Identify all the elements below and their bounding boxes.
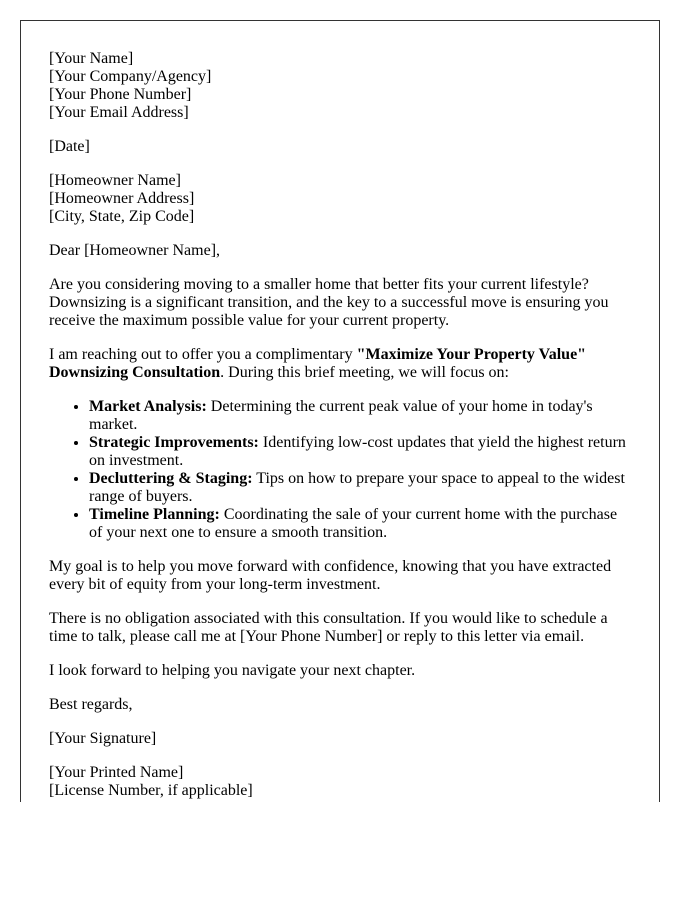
- signoff: Best regards,: [49, 696, 133, 713]
- sender-email: [Your Email Address]: [49, 104, 189, 121]
- salutation: Dear [Homeowner Name],: [49, 242, 221, 259]
- offer-paragraph: [49, 346, 631, 382]
- list-item: [89, 434, 631, 470]
- item-title: Strategic Improvements:: [89, 434, 259, 451]
- sender-phone: [Your Phone Number]: [49, 86, 192, 103]
- offer-text: I am reaching out to offer you a complimentary: [49, 346, 357, 363]
- closing-line: I look forward to helping you navigate your next chapter.: [49, 662, 416, 679]
- recipient-address: [Homeowner Address]: [49, 190, 195, 207]
- sender-block: [49, 50, 631, 122]
- item-title: Market Analysis:: [89, 398, 207, 415]
- letter-page: [20, 20, 660, 802]
- intro-paragraph: Are you considering moving to a smaller home that better fits your current lifestyle? Downsizing is a significant transition, and the key to a successful move is ensuring you receive the maximum possible value for your current property.: [49, 276, 609, 329]
- footer-block: [49, 764, 631, 800]
- offer-text-end: . During this brief meeting, we will focus on:: [220, 364, 509, 381]
- list-item: [89, 398, 631, 434]
- signature: [Your Signature]: [49, 730, 157, 747]
- obligation-paragraph: There is no obligation associated with this consultation. If you would like to schedule a time to talk, please call me at [Your Phone Number] or reply to this letter via email.: [49, 610, 608, 645]
- list-item: [89, 506, 631, 542]
- item-title: Timeline Planning:: [89, 506, 220, 523]
- recipient-city: [City, State, Zip Code]: [49, 208, 195, 225]
- sender-company: [Your Company/Agency]: [49, 68, 212, 85]
- item-text: Tips on how to prepare your space to appeal to the widest range of buyers.: [89, 470, 625, 505]
- printed-name: [Your Printed Name]: [49, 764, 184, 781]
- date: [Date]: [49, 138, 90, 155]
- offer-title: "Maximize Your Property Value" Downsizing Consultation: [49, 346, 587, 381]
- goal-paragraph: My goal is to help you move forward with confidence, knowing that you have extracted every bit of equity from your long-term investment.: [49, 558, 612, 593]
- item-text: Identifying low-cost updates that yield the highest return on investment.: [89, 434, 626, 469]
- recipient-name: [Homeowner Name]: [49, 172, 181, 189]
- item-title: Decluttering & Staging:: [89, 470, 253, 487]
- recipient-block: [49, 172, 631, 226]
- list-item: [89, 470, 631, 506]
- item-text: Coordinating the sale of your current home with the purchase of your next one to ensure a smooth transition.: [89, 506, 618, 541]
- license-number: [License Number, if applicable]: [49, 782, 253, 799]
- focus-list: [49, 398, 631, 542]
- sender-name: [Your Name]: [49, 50, 134, 67]
- item-text: Determining the current peak value of your home in today's market.: [89, 398, 593, 433]
